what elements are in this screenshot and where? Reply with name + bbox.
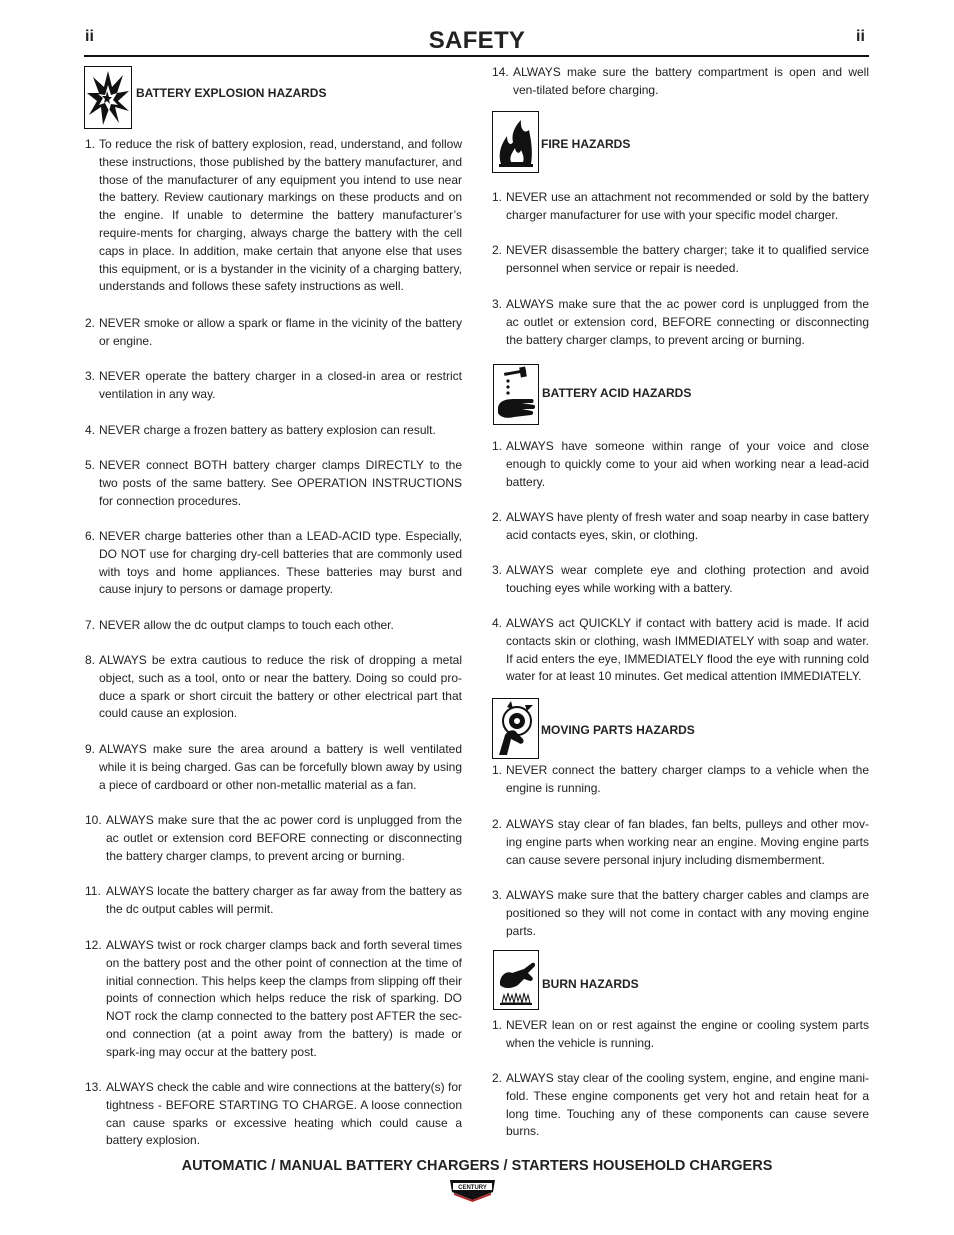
page-title: SAFETY [428, 27, 526, 54]
list-item [492, 615, 869, 686]
list-item [85, 528, 462, 599]
list-item [492, 1017, 869, 1053]
item-text: ALWAYS make sure that the battery charger cables and clamps are positioned so they will not come in contact with any moving engine parts. [506, 888, 869, 938]
item-text: ALWAYS stay clear of fan blades, fan belts, pulleys and other mov-ing engine parts when working near an engine. Moving engine parts can cause severe personal injury including dismemberment. [506, 817, 869, 867]
item-number: 2. [492, 510, 503, 524]
item-number: 7. [85, 618, 96, 632]
list-item [85, 652, 462, 723]
list-item [492, 438, 869, 491]
item-number: 3. [85, 369, 96, 383]
item-number: 1. [492, 1018, 503, 1032]
list-item [492, 509, 869, 545]
item-number: 3. [492, 563, 503, 577]
page-number-left: ii [85, 28, 94, 45]
item-number: 9. [85, 742, 96, 756]
list-item [85, 937, 462, 1062]
page-number-right: ii [856, 28, 865, 45]
moving-parts-icon [492, 698, 539, 759]
item-number: 1. [492, 439, 503, 453]
item-text: ALWAYS locate the battery charger as far away from the battery as the dc output cables will permit. [106, 884, 462, 916]
list-item [85, 741, 462, 794]
item-text: NEVER use an attachment not recommended or sold by the battery charger manufacturer for use with your specific model charger. [506, 190, 869, 222]
item-number: 4. [492, 616, 503, 630]
list-item [492, 1070, 869, 1141]
fire-hazards-heading: FIRE HAZARDS [541, 137, 631, 151]
item-text: NEVER charge a frozen battery as battery explosion can result. [99, 423, 436, 437]
item-number: 12. [85, 938, 102, 952]
item-text: ALWAYS act QUICKLY if contact with battery acid is made. If acid contacts skin or clothing, wash IMMEDIATELY with soap and water. If acid enters the eye, IMMEDIATELY flood the eye with running cold water for at least 10 minutes. Get medical attention IMMEDIATELY. [506, 616, 869, 684]
item-number: 1. [85, 137, 96, 151]
list-item [492, 296, 869, 349]
list-item [492, 64, 869, 100]
burn-hazards-heading: BURN HAZARDS [542, 977, 639, 991]
svg-text:CENTURY: CENTURY [458, 1185, 487, 1191]
item-text: ALWAYS be extra cautious to reduce the risk of dropping a metal object, such as a tool, onto or near the battery. Doing so could pro-duce a spark or short circuit the battery or other electrical part that could cause an explosion. [99, 653, 462, 721]
item-text: NEVER lean on or rest against the engine or cooling system parts when the vehicle is running. [506, 1018, 869, 1050]
list-item [492, 816, 869, 869]
item-number: 3. [492, 888, 503, 902]
item-number: 4. [85, 423, 96, 437]
list-item [492, 242, 869, 278]
item-number: 10. [85, 813, 102, 827]
item-text: ALWAYS make sure that the ac power cord is unplugged from the ac outlet or extension cord, BEFORE connecting or disconnecting the battery charger clamps, to prevent arcing or burning. [506, 297, 869, 347]
acid-hazards-heading: BATTERY ACID HAZARDS [542, 386, 692, 400]
fire-icon [492, 111, 539, 173]
burn-hand-icon [493, 950, 539, 1010]
item-number: 8. [85, 653, 96, 667]
list-item [85, 368, 462, 404]
item-text: ALWAYS check the cable and wire connections at the battery(s) for tightness - BEFORE STARTING TO CHARGE. A loose connection can cause sparks or excessive heating which could cause a battery explosion. [106, 1080, 462, 1148]
list-item [85, 812, 462, 865]
item-text: ALWAYS make sure the area around a battery is well ventilated while it is being charged. Gas can be forcefully blown away by using a piece of cardboard or other non-metallic material as a fan. [99, 742, 462, 792]
item-text: NEVER allow the dc output clamps to touch each other. [99, 618, 394, 632]
list-item [85, 457, 462, 510]
item-text: NEVER operate the battery charger in a closed-in area or restrict ventilation in any way. [99, 369, 462, 401]
item-text: ALWAYS have plenty of fresh water and soap nearby in case battery acid contacts eyes, skin, or clothing. [506, 510, 869, 542]
item-text: NEVER smoke or allow a spark or flame in the vicinity of the battery or engine. [99, 316, 462, 348]
item-text: To reduce the risk of battery explosion, read, understand, and follow these instructions, those published by the battery manufacturer, and those of the manufacturer of any equipment you intend to use near the battery. Review cautionary markings on these products and on the engine. If unable to determine the battery manufacturer’s require-ments for charging, always charge the battery with the cell caps in place. In addition, make certain that anyone else that uses this equipment, or is a bystander in the vicinity of a charging battery, understands and follows these safety instructions as well. [99, 137, 462, 294]
list-item [492, 189, 869, 225]
list-item [85, 136, 462, 296]
item-text: NEVER disassemble the battery charger; take it to qualified service personnel when service or repair is needed. [506, 243, 869, 275]
item-number: 11. [85, 884, 101, 898]
item-text: ALWAYS have someone within range of your voice and close enough to quickly come to your aid when working near a lead-acid battery. [506, 439, 869, 489]
moving-parts-heading: MOVING PARTS HAZARDS [541, 723, 695, 737]
battery-explosion-heading: BATTERY EXPLOSION HAZARDS [136, 86, 327, 100]
item-number: 2. [85, 316, 96, 330]
list-item [85, 422, 462, 440]
list-item [85, 883, 462, 919]
item-number: 1. [492, 190, 503, 204]
item-text: NEVER connect the battery charger clamps to a vehicle when the engine is running. [506, 763, 869, 795]
item-number: 1. [492, 763, 503, 777]
item-number: 2. [492, 243, 503, 257]
item-number: 14. [492, 65, 509, 79]
list-item [492, 762, 869, 798]
item-text: NEVER charge batteries other than a LEAD-ACID type. Especially, DO NOT use for charging dry-cell batteries that are commonly used with toys and home appliances. These batteries may burst and cause injury to persons or damage property. [99, 529, 462, 597]
item-number: 3. [492, 297, 503, 311]
footer-product-line: AUTOMATIC / MANUAL BATTERY CHARGERS / STARTERS HOUSEHOLD CHARGERS [181, 1158, 773, 1174]
acid-hand-icon [493, 364, 539, 425]
item-number: 5. [85, 458, 96, 472]
item-number: 6. [85, 529, 96, 543]
item-number: 2. [492, 1071, 503, 1085]
item-text: ALWAYS make sure the battery compartment is open and well ven-tilated before charging. [513, 65, 869, 97]
item-number: 2. [492, 817, 503, 831]
header-rule [84, 55, 869, 57]
list-item [492, 887, 869, 940]
item-number: 13. [85, 1080, 102, 1094]
list-item [85, 1079, 462, 1150]
item-text: ALWAYS stay clear of the cooling system, engine, and engine mani-fold. These engine components get very hot and retain heat for a long time. Touching any of these components can cause severe burns. [506, 1071, 869, 1139]
list-item [85, 315, 462, 351]
explosion-icon [84, 66, 132, 129]
item-text: ALWAYS make sure that the ac power cord is unplugged from the ac outlet or extension cord BEFORE connecting or disconnecting the battery charger clamps, to prevent arcing or burning. [106, 813, 462, 863]
century-logo [449, 1178, 496, 1202]
item-text: ALWAYS twist or rock charger clamps back and forth several times on the battery post and the other point of connection at the time of initial connection. This helps keep the clamps from slipping off their points of connection which helps reduce the risk of sparking. DO NOT rock the clamp connected to the battery post AFTER the sec-ond connection (at a point away from the battery) is made or spark-ing may occur at the battery post. [106, 938, 462, 1059]
item-text: NEVER connect BOTH battery charger clamps DIRECTLY to the two posts of the same battery. See OPERATION INSTRUCTIONS for connection procedures. [99, 458, 462, 508]
item-text: ALWAYS wear complete eye and clothing protection and avoid touching eyes while working with a battery. [506, 563, 869, 595]
list-item [492, 562, 869, 598]
list-item [85, 617, 462, 635]
